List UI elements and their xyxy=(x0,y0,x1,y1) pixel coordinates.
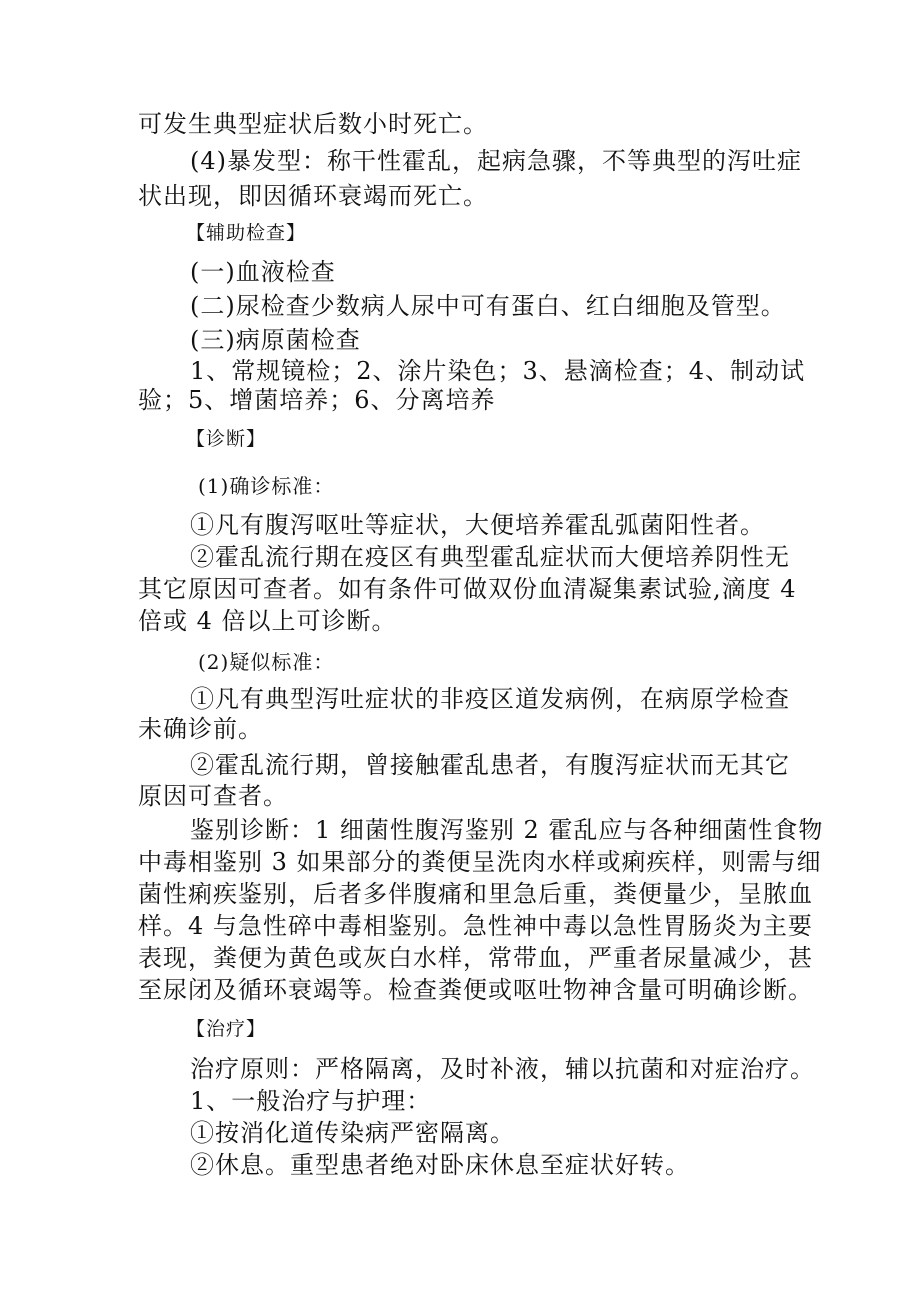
text-line: 菌性痢疾鉴别，后者多伴腹痛和里急后重，粪便量少，呈脓血 xyxy=(138,880,813,908)
section-heading: 【治疗】 xyxy=(186,1018,267,1040)
text-line: (一)血液检查 xyxy=(190,258,336,286)
text-line: 中毒相鉴别 3 如果部分的粪便呈洗肉水样或痢疾样，则需与细 xyxy=(138,848,822,876)
text-line: ①按消化道传染病严密隔离。 xyxy=(190,1119,515,1147)
subheading: (1)确诊标准： xyxy=(198,474,335,498)
subheading: (2)疑似标准： xyxy=(198,650,335,674)
text-line: 样。4 与急性碎中毒相鉴别。急性神中毒以急性胃肠炎为主要 xyxy=(138,912,813,940)
text-line: ②霍乱流行期，曾接触霍乱患者，有腹泻症状而无其它 xyxy=(190,751,790,779)
text-line: 可发生典型症状后数小时死亡。 xyxy=(138,110,488,138)
text-line: 表现，粪便为黄色或灰白水样，常带血，严重者尿量减少，甚 xyxy=(138,944,813,972)
text-line: 治疗原则：严格隔离，及时补液，辅以抗菌和对症治疗。 xyxy=(190,1055,815,1083)
text-line: 原因可查者。 xyxy=(138,782,288,810)
text-line: (二)尿检查少数病人尿中可有蛋白、红白细胞及管型。 xyxy=(190,292,786,320)
text-line: 鉴别诊断：1 细菌性腹泻鉴别 2 霍乱应与各种细菌性食物 xyxy=(190,816,824,844)
text-line: ②霍乱流行期在疫区有典型霍乱症状而大便培养阴性无 xyxy=(190,543,790,571)
text-line: 1、一般治疗与护理： xyxy=(190,1087,432,1115)
text-line: (4)暴发型：称干性霍乱，起病急骤，不等典型的泻吐症 xyxy=(190,147,802,175)
text-line: 未确诊前。 xyxy=(138,715,263,743)
text-line: ①凡有腹泻呕吐等症状，大便培养霍乱弧菌阳性者。 xyxy=(190,511,765,539)
text-line: 至尿闭及循环衰竭等。检查粪便或呕吐物神含量可明确诊断。 xyxy=(138,976,813,1004)
section-heading: 【诊断】 xyxy=(186,428,267,450)
text-line: 状出现，即因循环衰竭而死亡。 xyxy=(138,182,488,210)
text-line: ②休息。重型患者绝对卧床休息至症状好转。 xyxy=(190,1151,690,1179)
text-line: 倍或 4 倍以上可诊断。 xyxy=(138,607,397,635)
text-line: 1、常规镜检；2、涂片染色；3、悬滴检查；4、制动试 xyxy=(190,357,806,385)
text-line: 其它原因可查者。如有条件可做双份血清凝集素试验,滴度 4 xyxy=(138,575,797,603)
text-line: 验；5、增菌培养；6、分离培养 xyxy=(138,386,496,414)
text-line: ①凡有典型泻吐症状的非疫区道发病例，在病原学检查 xyxy=(190,685,790,713)
section-heading: 【辅助检查】 xyxy=(186,222,307,244)
text-line: (三)病原菌检查 xyxy=(190,326,361,354)
